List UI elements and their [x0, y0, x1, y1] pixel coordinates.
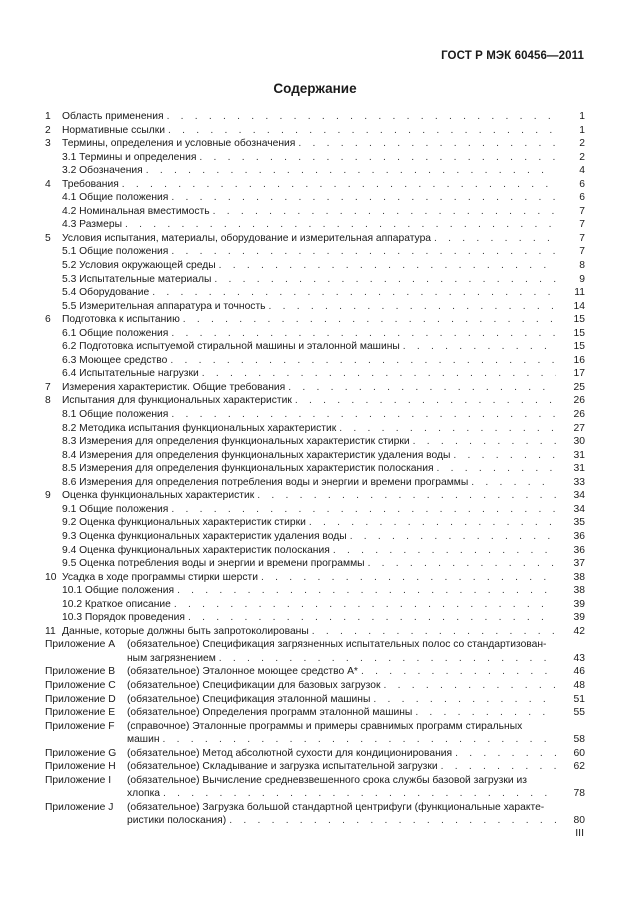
toc-entry-title: 8.1 Общие положения	[62, 409, 169, 421]
toc-entry-number: 2	[45, 124, 51, 136]
toc-entry-number: 4	[45, 178, 51, 190]
appendix-title: (справочное) Эталонные программы и примеры сравнимых программ стиральных	[127, 720, 523, 732]
toc-entry-title: 9.3 Оценка функциональных характеристик удаления воды	[62, 530, 347, 542]
dot-leader	[309, 516, 556, 530]
toc-entry-page: 7	[579, 205, 585, 217]
appendix-entry[interactable]	[45, 693, 585, 707]
appendix-page: 55	[573, 707, 585, 719]
toc-entry-page: 31	[573, 463, 585, 475]
toc-entry-page: 8	[579, 260, 585, 272]
toc-entry[interactable]	[45, 232, 585, 246]
toc-entry[interactable]	[45, 544, 585, 558]
toc-entry-page: 38	[573, 571, 585, 583]
dot-leader	[471, 476, 556, 490]
toc-entry[interactable]	[45, 557, 585, 571]
dot-leader	[152, 286, 556, 300]
toc-entry-page: 27	[573, 422, 585, 434]
page-number: III	[575, 827, 584, 839]
toc-entry-number: 8	[45, 395, 51, 407]
toc-entry-title: 10.2 Краткое описание	[62, 598, 171, 610]
appendix-entry-continuation[interactable]	[45, 787, 585, 801]
toc-entry-title: 5.5 Измерительная аппаратура и точность	[62, 300, 266, 312]
toc-entry-title: Термины, определения и условные обозначения	[62, 138, 296, 150]
toc-entry-title: 6.4 Испытательные нагрузки	[62, 368, 199, 380]
appendix-title: (обязательное) Метод абсолютной сухости для кондиционирования	[127, 747, 453, 759]
toc-entry[interactable]	[45, 530, 585, 544]
appendix-page: 43	[573, 652, 585, 664]
toc-entry-title: Усадка в ходе программы стирки шерсти	[62, 571, 258, 583]
toc-entry[interactable]	[45, 571, 585, 585]
toc-entry-page: 1	[579, 111, 585, 122]
dot-leader	[167, 110, 556, 124]
dot-leader	[257, 489, 556, 503]
toc-entry[interactable]	[45, 476, 585, 490]
dot-leader	[125, 218, 556, 232]
dot-leader	[171, 327, 556, 341]
toc-entry-title: 8.6 Измерения для определения потребления воды и энергии и времени программы	[62, 476, 469, 488]
appendix-entry[interactable]	[45, 679, 585, 693]
toc-entry-page: 35	[573, 517, 585, 529]
dot-leader	[441, 760, 556, 774]
appendix-label: Приложение Е	[45, 707, 116, 719]
dot-leader	[171, 191, 556, 205]
toc-entry-page: 31	[573, 449, 585, 461]
dot-leader	[229, 814, 556, 828]
toc-entry[interactable]	[45, 313, 585, 327]
toc-entry-title: Условия испытания, материалы, оборудование и измерительная аппаратура	[62, 232, 432, 244]
appendix-page: 51	[573, 693, 585, 705]
toc-entry-page: 33	[573, 476, 585, 488]
dot-leader	[163, 733, 556, 747]
appendix-title: (обязательное) Спецификация загрязненных испытательных полос со стандартизован-	[127, 639, 547, 651]
toc-entry-title: Оценка функциональных характеристик	[62, 490, 255, 502]
appendix-page: 62	[573, 761, 585, 773]
toc-entry[interactable]	[45, 327, 585, 341]
dot-leader	[122, 178, 556, 192]
appendix-title-continued: ным загрязнением	[127, 652, 216, 664]
appendix-title: (обязательное) Спецификация эталонной машины	[127, 693, 371, 705]
toc-entry-page: 7	[579, 232, 585, 244]
toc-entry-title: 4.1 Общие положения	[62, 192, 169, 204]
toc-entry[interactable]	[45, 408, 585, 422]
appendix-entry[interactable]	[45, 801, 585, 815]
page-title: Содержание	[273, 81, 357, 96]
toc-entry-title: 9.2 Оценка функциональных характеристик стирки	[62, 517, 306, 529]
table-of-contents	[45, 110, 585, 828]
dot-leader	[453, 449, 556, 463]
toc-entry-number: 6	[45, 314, 51, 326]
appendix-title: (обязательное) Складывание и загрузка испытательной загрузки	[127, 761, 438, 773]
toc-entry-title: 3.1 Термины и определения	[62, 151, 197, 163]
dot-leader	[146, 164, 556, 178]
toc-entry-title: 3.2 Обозначения	[62, 165, 143, 177]
toc-entry-page: 38	[573, 585, 585, 597]
appendix-title-continued: хлопка	[127, 788, 161, 800]
dot-leader	[368, 557, 556, 571]
toc-entry-title: 10.3 Порядок проведения	[62, 612, 185, 624]
toc-entry-title: 6.3 Моющее средство	[62, 354, 168, 366]
dot-leader	[202, 367, 556, 381]
appendix-entry[interactable]	[45, 706, 585, 720]
appendix-entry-continuation[interactable]	[45, 652, 585, 666]
toc-entry-title: 8.4 Измерения для определения функциональных характеристик удаления воды	[62, 449, 451, 461]
dot-leader	[415, 706, 556, 720]
dot-leader	[168, 124, 556, 138]
toc-entry-page: 6	[579, 192, 585, 204]
toc-entry[interactable]	[45, 584, 585, 598]
dot-leader	[214, 273, 556, 287]
appendix-entry[interactable]	[45, 720, 585, 734]
toc-entry-title: Область применения	[62, 111, 164, 122]
toc-entry[interactable]	[45, 124, 585, 138]
toc-entry[interactable]	[45, 625, 585, 639]
toc-entry[interactable]	[45, 611, 585, 625]
toc-entry-title: Данные, которые должны быть запротоколированы	[62, 625, 309, 637]
toc-entry-page: 37	[573, 558, 585, 570]
standard-designation: ГОСТ Р МЭК 60456—2011	[441, 50, 584, 62]
appendix-page: 58	[573, 734, 585, 746]
appendix-title-continued: ристики полоскания)	[127, 815, 227, 827]
appendix-label: Приложение G	[45, 747, 117, 759]
appendix-label: Приложение В	[45, 666, 116, 678]
toc-entry[interactable]	[45, 178, 585, 192]
toc-entry[interactable]	[45, 259, 585, 273]
toc-entry-page: 2	[579, 138, 585, 150]
toc-entry[interactable]	[45, 516, 585, 530]
appendix-entry-continuation[interactable]	[45, 733, 585, 747]
toc-entry[interactable]	[45, 205, 585, 219]
appendix-entry-continuation[interactable]	[45, 814, 585, 828]
toc-entry[interactable]	[45, 367, 585, 381]
appendix-title: (обязательное) Загрузка большой стандартной центрифуги (функциональные характе-	[127, 801, 545, 813]
appendix-title-continued: машин	[127, 734, 160, 746]
toc-entry[interactable]	[45, 381, 585, 395]
toc-entry-title: 4.2 Номинальная вместимость	[62, 205, 210, 217]
toc-entry[interactable]	[45, 300, 585, 314]
toc-entry-title: 6.2 Подготовка испытуемой стиральной машины и эталонной машины	[62, 341, 400, 353]
toc-entry-title: 8.5 Измерения для определения функциональных характеристик полоскания	[62, 463, 434, 475]
toc-entry-page: 15	[573, 341, 585, 353]
toc-entry-page: 16	[573, 354, 585, 366]
toc-entry[interactable]	[45, 503, 585, 517]
dot-leader	[298, 137, 556, 151]
appendix-title: (обязательное) Вычисление средневзвешенного срока службы базовой загрузки из	[127, 774, 527, 786]
appendix-entry[interactable]	[45, 638, 585, 652]
dot-leader	[434, 232, 556, 246]
toc-entry[interactable]	[45, 164, 585, 178]
toc-entry-title: 8.3 Измерения для определения функциональных характеристик стирки	[62, 436, 410, 448]
dot-leader	[269, 300, 556, 314]
toc-entry-page: 34	[573, 490, 585, 502]
toc-entry-number: 3	[45, 138, 51, 150]
toc-entry-page: 15	[573, 327, 585, 339]
dot-leader	[170, 354, 556, 368]
appendix-page: 78	[573, 788, 585, 800]
toc-entry[interactable]	[45, 137, 585, 151]
toc-entry-title: Требования	[62, 178, 119, 190]
dot-leader	[171, 245, 556, 259]
dot-leader	[339, 422, 556, 436]
dot-leader	[171, 408, 556, 422]
toc-entry-page: 7	[579, 246, 585, 258]
toc-entry-title: 9.1 Общие положения	[62, 503, 169, 515]
toc-entry-page: 9	[579, 273, 585, 285]
dot-leader	[219, 652, 556, 666]
toc-entry[interactable]	[45, 435, 585, 449]
toc-entry-page: 30	[573, 436, 585, 448]
toc-entry[interactable]	[45, 245, 585, 259]
toc-entry-page: 15	[573, 314, 585, 326]
toc-entry[interactable]	[45, 422, 585, 436]
dot-leader	[174, 598, 556, 612]
toc-entry[interactable]	[45, 286, 585, 300]
toc-entry-page: 6	[579, 178, 585, 190]
appendix-label: Приложение I	[45, 774, 112, 786]
appendix-label: Приложение Н	[45, 761, 116, 773]
dot-leader	[295, 394, 556, 408]
toc-entry-page: 11	[574, 287, 585, 299]
toc-entry-page: 36	[573, 530, 585, 542]
toc-entry[interactable]	[45, 110, 585, 124]
appendix-page: 80	[573, 815, 585, 827]
dot-leader	[455, 747, 556, 761]
toc-entry-page: 14	[573, 300, 585, 312]
toc-entry-page: 7	[579, 219, 585, 231]
toc-entry-title: 5.1 Общие положения	[62, 246, 169, 258]
toc-entry-number: 10	[45, 571, 57, 583]
toc-entry-page: 1	[579, 124, 585, 136]
toc-entry-title: 5.4 Оборудование	[62, 287, 150, 299]
toc-entry-title: 4.3 Размеры	[62, 219, 122, 231]
toc-entry-page: 25	[573, 381, 585, 393]
toc-entry-number: 11	[45, 625, 56, 637]
toc-entry-title: Подготовка к испытанию	[62, 314, 180, 326]
appendix-entry[interactable]	[45, 665, 585, 679]
toc-entry[interactable]	[45, 354, 585, 368]
appendix-title: (обязательное) Эталонное моющее средство А*	[127, 666, 358, 678]
toc-entry-page: 26	[573, 395, 585, 407]
appendix-page: 46	[573, 666, 585, 678]
appendix-entry[interactable]	[45, 747, 585, 761]
appendix-label: Приложение А	[45, 639, 116, 651]
toc-entry-title: 5.3 Испытательные материалы	[62, 273, 212, 285]
dot-leader	[188, 611, 556, 625]
dot-leader	[403, 340, 556, 354]
dot-leader	[373, 693, 556, 707]
toc-entry-number: 5	[45, 232, 51, 244]
toc-entry[interactable]	[45, 598, 585, 612]
dot-leader	[383, 679, 556, 693]
toc-entry[interactable]	[45, 394, 585, 408]
dot-leader	[171, 503, 556, 517]
toc-entry-page: 4	[579, 165, 585, 177]
toc-entry[interactable]	[45, 218, 585, 232]
appendix-label: Приложение D	[45, 693, 116, 705]
dot-leader	[333, 544, 556, 558]
appendix-entry[interactable]	[45, 774, 585, 788]
toc-entry[interactable]	[45, 449, 585, 463]
dot-leader	[219, 259, 556, 273]
dot-leader	[350, 530, 556, 544]
toc-entry[interactable]	[45, 151, 585, 165]
dot-leader	[261, 571, 556, 585]
dot-leader	[288, 381, 556, 395]
dot-leader	[163, 787, 556, 801]
toc-entry[interactable]	[45, 340, 585, 354]
toc-entry-title: Испытания для функциональных характеристик	[62, 395, 292, 407]
dot-leader	[177, 584, 556, 598]
appendix-page: 48	[573, 679, 585, 691]
toc-entry-page: 2	[579, 151, 585, 163]
toc-entry-title: Нормативные ссылки	[62, 124, 166, 136]
toc-entry-title: 10.1 Общие положения	[62, 585, 175, 597]
toc-entry[interactable]	[45, 489, 585, 503]
toc-entry-number: 1	[45, 111, 51, 122]
toc-entry-title: 9.5 Оценка потребления воды и энергии и времени программы	[62, 558, 365, 570]
toc-entry-page: 34	[573, 503, 585, 515]
toc-entry-number: 9	[45, 490, 51, 502]
toc-entry-page: 42	[573, 625, 585, 637]
dot-leader	[361, 665, 556, 679]
dot-leader	[413, 435, 556, 449]
toc-entry-page: 36	[573, 544, 585, 556]
toc-entry[interactable]	[45, 191, 585, 205]
toc-entry-page: 26	[573, 409, 585, 421]
toc-entry[interactable]	[45, 462, 585, 476]
appendix-label: Приложение F	[45, 720, 115, 732]
dot-leader	[312, 625, 556, 639]
dot-leader	[437, 462, 556, 476]
toc-entry-title: 8.2 Методика испытания функциональных характеристик	[62, 422, 337, 434]
appendix-label: Приложение J	[45, 801, 114, 813]
dot-leader	[213, 205, 556, 219]
dot-leader	[199, 151, 556, 165]
dot-leader	[183, 313, 556, 327]
toc-entry-title: Измерения характеристик. Общие требования	[62, 381, 286, 393]
appendix-label: Приложение С	[45, 679, 116, 691]
toc-entry-page: 39	[573, 612, 585, 624]
toc-entry-number: 7	[45, 381, 51, 393]
toc-entry-title: 5.2 Условия окружающей среды	[62, 260, 216, 272]
appendix-page: 60	[573, 747, 585, 759]
toc-entry[interactable]	[45, 273, 585, 287]
toc-entry-title: 6.1 Общие положения	[62, 327, 169, 339]
toc-entry-page: 17	[573, 368, 585, 380]
appendix-title: (обязательное) Определения программ эталонной машины	[127, 707, 413, 719]
toc-entry-title: 9.4 Оценка функциональных характеристик полоскания	[62, 544, 330, 556]
appendix-title: (обязательное) Спецификации для базовых загрузок	[127, 679, 381, 691]
appendix-entry[interactable]	[45, 760, 585, 774]
toc-entry-page: 39	[573, 598, 585, 610]
